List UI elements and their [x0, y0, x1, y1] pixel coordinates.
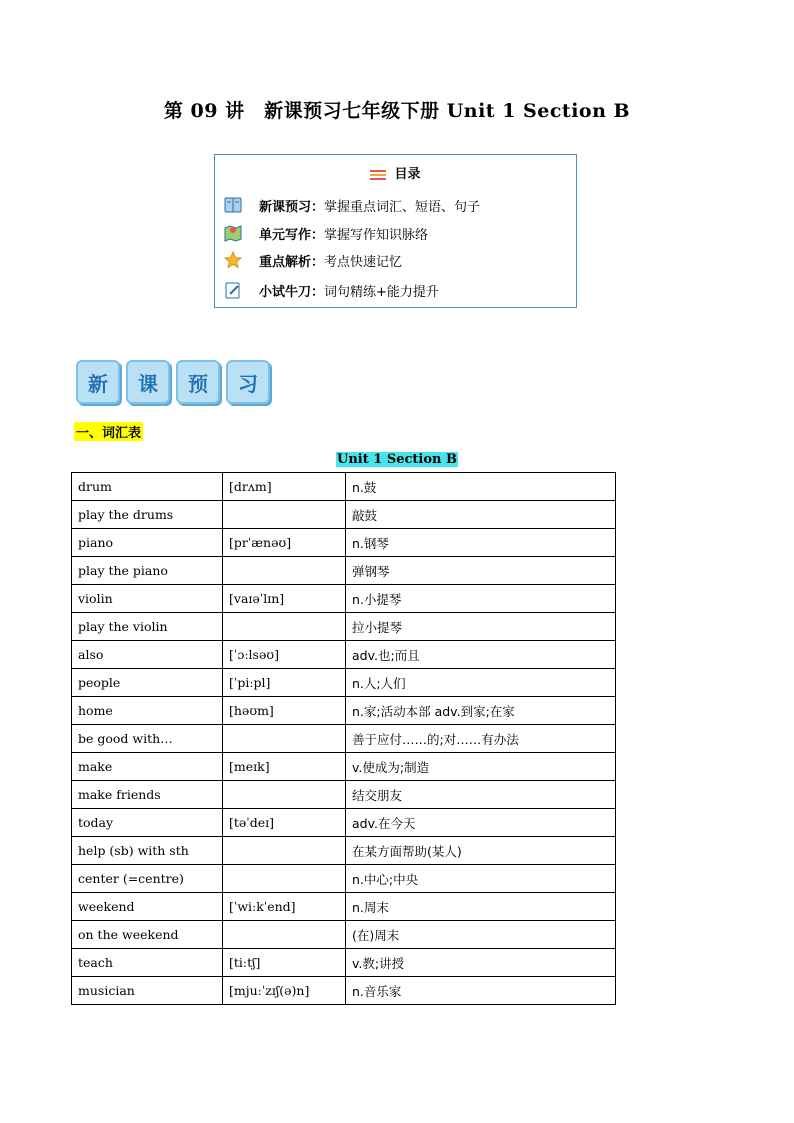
vocab-phonetic: [meɪk]: [223, 753, 346, 781]
vocab-word: musician: [72, 977, 223, 1005]
banner-char: 新: [76, 360, 120, 404]
table-row: [72, 781, 616, 809]
vocab-phonetic: [223, 781, 346, 809]
vocab-word: weekend: [72, 893, 223, 921]
banner-char: 预: [176, 360, 220, 404]
vocab-phonetic: [mjuːˈzɪʃ(ə)n]: [223, 977, 346, 1005]
vocab-word: on the weekend: [72, 921, 223, 949]
page-title: 第 09 讲 新课预习七年级下册 Unit 1 Section B: [163, 100, 631, 122]
banner-char: 课: [126, 360, 170, 404]
vocab-word: make: [72, 753, 223, 781]
vocab-phonetic: [tiːtʃ]: [223, 949, 346, 977]
vocab-word: also: [72, 641, 223, 669]
table-row: [72, 501, 616, 529]
toc-item-text: 掌握重点词汇、短语、句子: [324, 199, 481, 215]
table-of-contents: [214, 154, 577, 308]
vocab-word: center (=centre): [72, 865, 223, 893]
toc-heading-text: 目录: [394, 167, 421, 182]
table-row: [72, 725, 616, 753]
vocab-meaning: 善于应付……的;对……有办法: [346, 725, 616, 753]
vocab-phonetic: [223, 865, 346, 893]
toc-item-text: 考点快速记忆: [324, 254, 403, 270]
vocab-meaning: n.音乐家: [346, 977, 616, 1005]
table-row: [72, 921, 616, 949]
vocab-word: be good with…: [72, 725, 223, 753]
vocab-phonetic: [həʊm]: [223, 697, 346, 725]
vocab-phonetic: [təˈdeɪ]: [223, 809, 346, 837]
vocab-word: people: [72, 669, 223, 697]
vocab-meaning: n.家;活动本部 adv.到家;在家: [346, 697, 616, 725]
table-row: [72, 641, 616, 669]
vocab-word: teach: [72, 949, 223, 977]
vocab-meaning: v.教;讲授: [346, 949, 616, 977]
table-row: [72, 529, 616, 557]
vocab-phonetic: [prˈænəʊ]: [223, 529, 346, 557]
table-row: [72, 753, 616, 781]
vocab-word: drum: [72, 473, 223, 501]
table-row: [72, 809, 616, 837]
vocab-word: home: [72, 697, 223, 725]
table-row: [72, 949, 616, 977]
vocab-meaning: 弹钢琴: [346, 557, 616, 585]
table-row: [72, 837, 616, 865]
vocab-word: make friends: [72, 781, 223, 809]
edit-icon: [223, 280, 243, 300]
section-heading: 一、词汇表: [74, 422, 143, 441]
toc-heading: [215, 163, 576, 182]
toc-item-text: 词句精练+能力提升: [324, 284, 439, 300]
toc-item[interactable]: [223, 249, 402, 271]
vocab-word: play the drums: [72, 501, 223, 529]
table-row: [72, 697, 616, 725]
table-row: [72, 473, 616, 501]
toc-item-key: 新课预习：: [259, 199, 325, 215]
vocab-meaning: 敲鼓: [346, 501, 616, 529]
vocab-meaning: n.人;人们: [346, 669, 616, 697]
vocab-word: violin: [72, 585, 223, 613]
table-row: [72, 865, 616, 893]
table-row: [72, 613, 616, 641]
vocab-phonetic: [223, 837, 346, 865]
vocab-phonetic: [ˈɔːlsəʊ]: [223, 641, 346, 669]
table-row: [72, 585, 616, 613]
toc-item[interactable]: [223, 279, 439, 301]
toc-item-text: 掌握写作知识脉络: [324, 227, 429, 243]
vocab-phonetic: [ˈwiːkˈend]: [223, 893, 346, 921]
vocab-meaning: 结交朋友: [346, 781, 616, 809]
vocab-meaning: n.周末: [346, 893, 616, 921]
table-row: [72, 893, 616, 921]
vocab-meaning: adv.也;而且: [346, 641, 616, 669]
vocab-meaning: n.鼓: [346, 473, 616, 501]
vocab-meaning: 拉小提琴: [346, 613, 616, 641]
vocab-phonetic: [223, 921, 346, 949]
table-caption-text: Unit 1 Section B: [337, 452, 457, 467]
toc-item[interactable]: [223, 194, 480, 216]
vocab-meaning: n.钢琴: [346, 529, 616, 557]
vocab-meaning: 在某方面帮助(某人): [346, 837, 616, 865]
vocab-meaning: (在)周末: [346, 921, 616, 949]
map-icon: [223, 223, 243, 243]
vocab-word: play the piano: [72, 557, 223, 585]
vocab-meaning: n.小提琴: [346, 585, 616, 613]
vocab-phonetic: [drʌm]: [223, 473, 346, 501]
vocab-phonetic: [ˈpiːpl]: [223, 669, 346, 697]
table-row: [72, 669, 616, 697]
vocab-word: help (sb) with sth: [72, 837, 223, 865]
toc-item-key: 单元写作：: [259, 227, 325, 243]
star-icon: [223, 250, 243, 270]
vocab-word: play the violin: [72, 613, 223, 641]
book-icon: [223, 195, 243, 215]
table-caption: [0, 448, 794, 467]
vocab-word: today: [72, 809, 223, 837]
toc-item-key: 小试牛刀：: [259, 284, 325, 300]
vocab-meaning: v.使成为;制造: [346, 753, 616, 781]
section-banner: [76, 360, 270, 408]
list-icon: [370, 168, 386, 182]
table-row: [72, 557, 616, 585]
vocab-word: piano: [72, 529, 223, 557]
vocab-meaning: n.中心;中央: [346, 865, 616, 893]
table-row: [72, 977, 616, 1005]
toc-item-key: 重点解析：: [259, 254, 325, 270]
vocab-phonetic: [223, 501, 346, 529]
vocab-phonetic: [vaɪəˈlɪn]: [223, 585, 346, 613]
vocab-phonetic: [223, 725, 346, 753]
banner-char: 习: [226, 360, 270, 404]
vocab-phonetic: [223, 557, 346, 585]
vocab-phonetic: [223, 613, 346, 641]
vocab-meaning: adv.在今天: [346, 809, 616, 837]
toc-item[interactable]: [223, 222, 428, 244]
vocabulary-table: [71, 472, 616, 1005]
